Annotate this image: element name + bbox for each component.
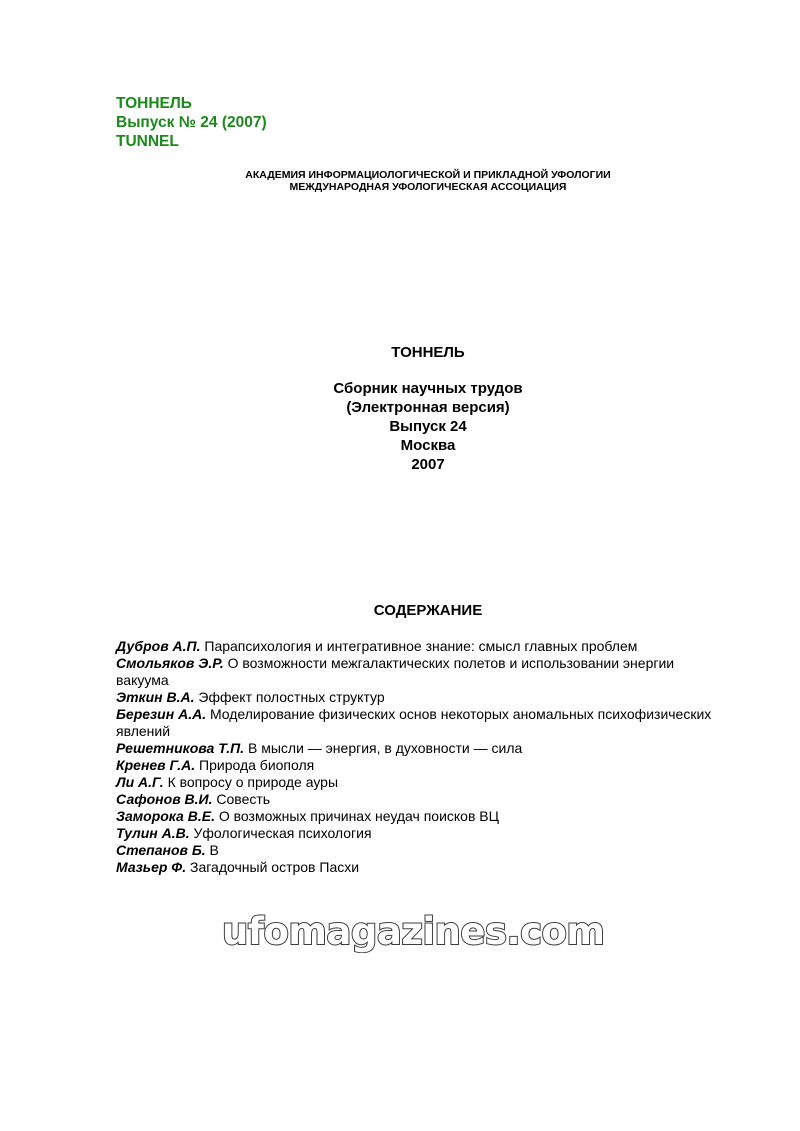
title-year: 2007 (411, 456, 445, 473)
item-author: Дубров А.П. (116, 638, 201, 654)
contents-item (116, 638, 716, 655)
item-author: Сафонов В.И. (116, 791, 213, 807)
header-title: ТОННЕЛЬ (116, 95, 192, 112)
organization: МЕЖДУНАРОДНАЯ УФОЛОГИЧЕСКАЯ АССОЦИАЦИЯ (289, 181, 567, 193)
title-block (0, 379, 800, 474)
contents-item (116, 842, 716, 859)
contents-item (116, 757, 716, 774)
item-title: Моделирование физических основ некоторых аномальных психофизических явлений (116, 706, 712, 739)
watermark: ufomagazines.com (222, 910, 605, 953)
contents-heading: СОДЕРЖАНИЕ (373, 602, 483, 619)
contents-item (116, 655, 716, 689)
organization: АКАДЕМИЯ ИНФОРМАЦИОЛОГИЧЕСКОЙ И ПРИКЛАДНОЙ УФОЛОГИИ (245, 169, 611, 181)
item-title: Загадочный остров Пасхи (190, 859, 360, 875)
item-title: В мысли — энергия, в духовности — сила (247, 740, 523, 756)
title-name: ТОННЕЛЬ (391, 344, 465, 361)
title-issue: Выпуск 24 (389, 418, 467, 435)
item-title: Уфологическая психология (193, 825, 372, 841)
item-author: Степанов Б. (116, 842, 206, 858)
contents-item (116, 774, 716, 791)
item-author: Тулин А.В. (116, 825, 190, 841)
item-title: Совесть (216, 791, 271, 807)
contents-item (116, 808, 716, 825)
contents-item (116, 706, 716, 740)
journal-header (116, 94, 267, 151)
item-author: Березин А.А. (116, 706, 207, 722)
contents-item (116, 791, 716, 808)
contents-item (116, 689, 716, 706)
title-subtitle: Сборник научных трудов (333, 380, 523, 397)
contents-item (116, 859, 716, 876)
item-author: Решетникова Т.П. (116, 740, 245, 756)
item-author: Кренев Г.А. (116, 757, 196, 773)
item-title: Природа биополя (199, 757, 315, 773)
contents-item (116, 740, 716, 757)
item-title: К вопросу о природе ауры (167, 774, 339, 790)
title-city: Москва (400, 437, 456, 454)
item-title: О возможных причинах неудач поисков ВЦ (218, 808, 499, 824)
item-author: Заморока В.Е. (116, 808, 215, 824)
item-title: В (209, 842, 219, 858)
item-author: Эткин В.А. (116, 689, 195, 705)
item-author: Ли А.Г. (116, 774, 164, 790)
item-author: Мазьер Ф. (116, 859, 187, 875)
organizations (0, 169, 800, 193)
header-title-en: TUNNEL (116, 133, 179, 150)
title-edition: (Электронная версия) (346, 399, 510, 416)
header-issue: Выпуск № 24 (2007) (116, 114, 267, 131)
item-title: Парапсихология и интегративное знание: смысл главных проблем (204, 638, 638, 654)
contents-list (116, 638, 716, 876)
item-author: Смольяков Э.Р. (116, 655, 224, 671)
item-title: О возможности межгалактических полетов и использовании энергии вакуума (116, 655, 675, 688)
item-title: Эффект полостных структур (198, 689, 385, 705)
contents-item (116, 825, 716, 842)
